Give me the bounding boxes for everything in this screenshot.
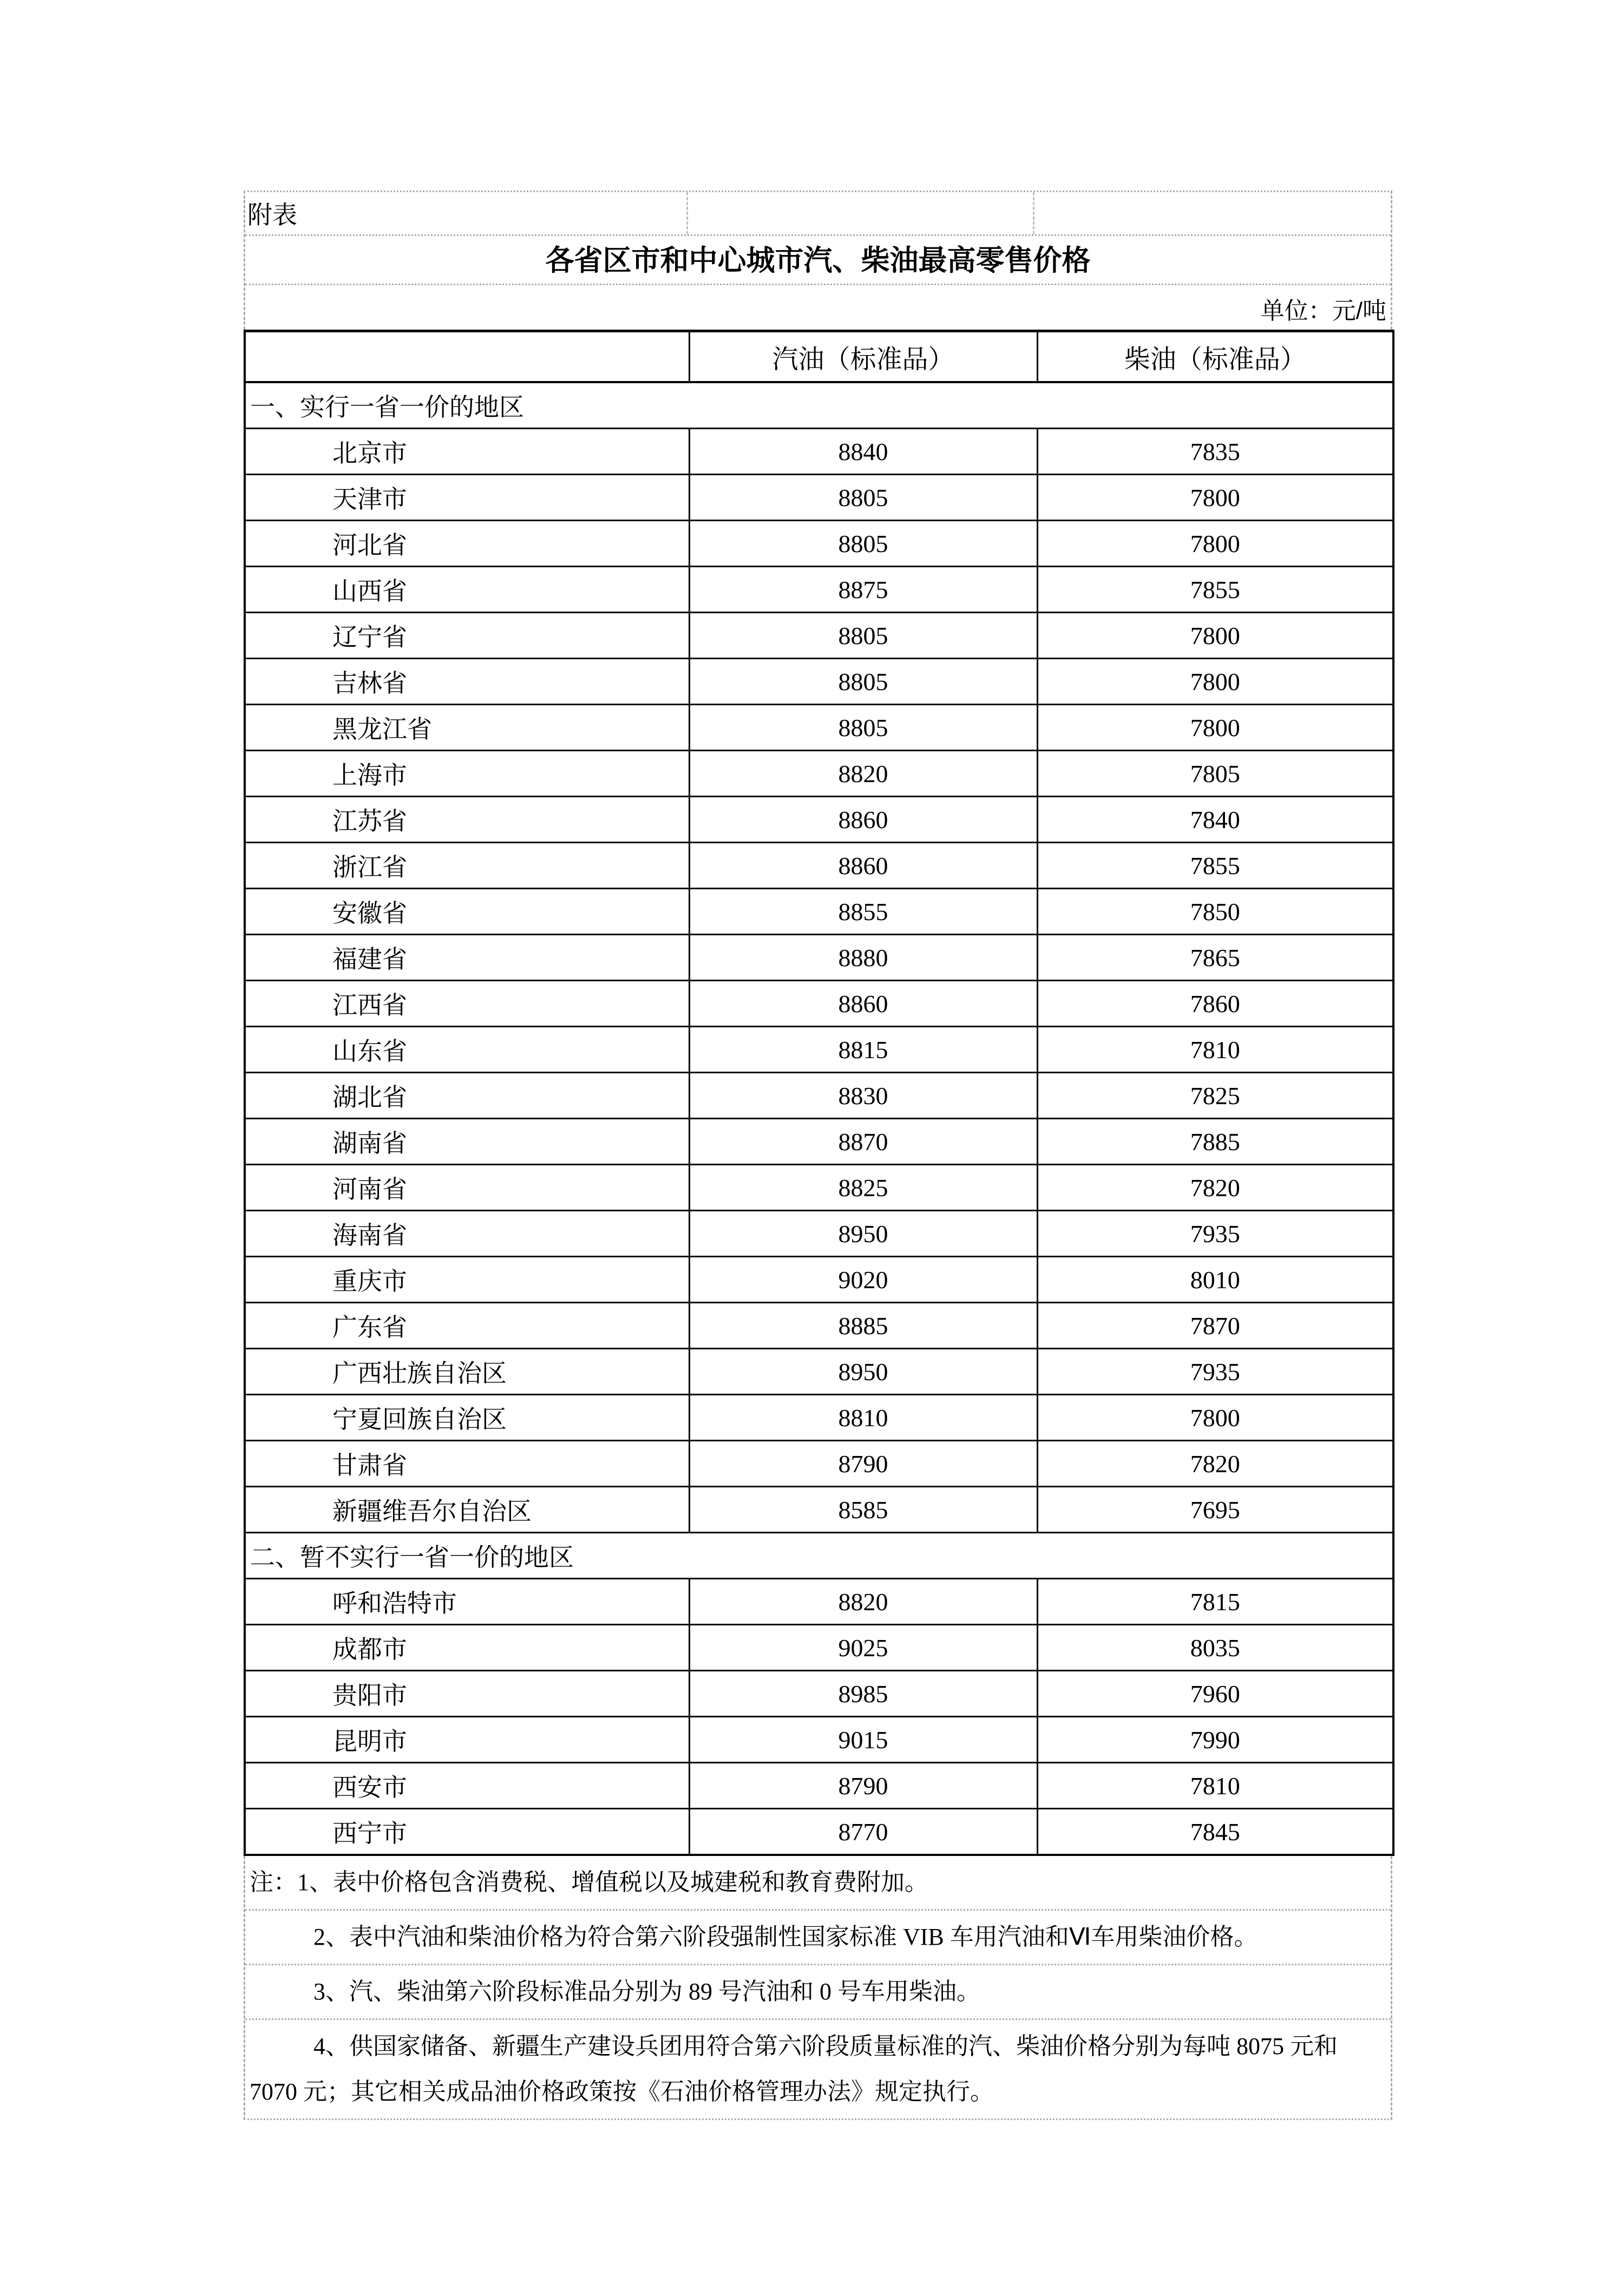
gasoline-column-header: 汽油（标准品） [689,331,1037,383]
diesel-price-cell: 7855 [1037,567,1393,613]
table-row [245,1349,1393,1395]
sheet-label: 附表 [245,192,688,234]
region-cell: 江苏省 [245,797,689,843]
region-cell: 贵阳市 [245,1671,689,1717]
region-cell: 西宁市 [245,1809,689,1855]
region-cell: 湖南省 [245,1119,689,1165]
diesel-price-cell: 7805 [1037,751,1393,797]
table-row [245,1303,1393,1349]
table-row [245,797,1393,843]
region-cell: 西安市 [245,1763,689,1809]
gasoline-price-cell: 8805 [689,659,1037,705]
section-header-row [245,382,1393,429]
region-cell: 吉林省 [245,659,689,705]
gasoline-price-cell: 8830 [689,1073,1037,1119]
table-row [245,981,1393,1027]
gasoline-price-cell: 8860 [689,843,1037,889]
diesel-price-cell: 7990 [1037,1717,1393,1763]
diesel-price-cell: 7800 [1037,705,1393,751]
table-row [245,935,1393,981]
diesel-price-cell: 7800 [1037,1395,1393,1441]
diesel-price-cell: 7935 [1037,1349,1393,1395]
diesel-price-cell: 7800 [1037,613,1393,659]
diesel-price-cell: 7840 [1037,797,1393,843]
region-cell: 天津市 [245,475,689,521]
note-item: 2、表中汽油和柴油价格为符合第六阶段强制性国家标准 VIB 车用汽油和Ⅵ车用柴油价格。 [245,1909,1391,1964]
diesel-price-cell: 7870 [1037,1303,1393,1349]
diesel-price-cell: 7845 [1037,1809,1393,1855]
region-cell: 江西省 [245,981,689,1027]
gasoline-price-cell: 8860 [689,797,1037,843]
region-cell: 呼和浩特市 [245,1579,689,1625]
region-cell: 甘肃省 [245,1441,689,1487]
region-cell: 北京市 [245,429,689,475]
gasoline-price-cell: 8950 [689,1349,1037,1395]
gasoline-price-cell: 8875 [689,567,1037,613]
region-cell: 辽宁省 [245,613,689,659]
column-header-row [245,331,1393,383]
table-row [245,659,1393,705]
region-cell: 浙江省 [245,843,689,889]
diesel-price-cell: 7815 [1037,1579,1393,1625]
gasoline-price-cell: 9025 [689,1625,1037,1671]
note-item: 注：1、表中价格包含消费税、增值税以及城建税和教育费附加。 [250,1869,928,1895]
gasoline-price-cell: 8840 [689,429,1037,475]
diesel-price-cell: 7820 [1037,1441,1393,1487]
gasoline-price-cell: 8585 [689,1487,1037,1533]
region-cell: 湖北省 [245,1073,689,1119]
diesel-price-cell: 7800 [1037,475,1393,521]
diesel-price-cell: 7695 [1037,1487,1393,1533]
diesel-price-cell: 8010 [1037,1257,1393,1303]
region-cell: 上海市 [245,751,689,797]
table-row [245,843,1393,889]
table-row [245,1257,1393,1303]
gasoline-price-cell: 8860 [689,981,1037,1027]
table-row [245,705,1393,751]
gasoline-price-cell: 8805 [689,613,1037,659]
sheet-label-row [245,192,1391,236]
sheet-label-spacer-1 [688,192,1034,234]
diesel-price-cell: 7825 [1037,1073,1393,1119]
region-cell: 广西壮族自治区 [245,1349,689,1395]
sheet-title: 各省区市和中心城市汽、柴油最高零售价格 [245,236,1391,285]
diesel-price-cell: 7850 [1037,889,1393,935]
section-header-row [245,1533,1393,1579]
table-row [245,1073,1393,1119]
table-row [245,1441,1393,1487]
table-row [245,1487,1393,1533]
diesel-price-cell: 7960 [1037,1671,1393,1717]
gasoline-price-cell: 8805 [689,475,1037,521]
region-cell: 安徽省 [245,889,689,935]
gasoline-price-cell: 8820 [689,751,1037,797]
diesel-price-cell: 7835 [1037,429,1393,475]
gasoline-price-cell: 8790 [689,1763,1037,1809]
table-row [245,751,1393,797]
gasoline-price-cell: 8880 [689,935,1037,981]
unit-label: 单位：元/吨 [1260,298,1386,324]
gasoline-price-cell: 8820 [689,1579,1037,1625]
diesel-price-cell: 7810 [1037,1763,1393,1809]
gasoline-price-cell: 8815 [689,1027,1037,1073]
table-row [245,1671,1393,1717]
notes-section [244,1856,1392,2120]
diesel-price-cell: 7865 [1037,935,1393,981]
table-row [245,1579,1393,1625]
region-cell: 福建省 [245,935,689,981]
region-cell: 河北省 [245,521,689,567]
table-row [245,1027,1393,1073]
sheet-head [244,191,1392,330]
section-header: 一、实行一省一价的地区 [245,382,1393,429]
gasoline-price-cell: 8985 [689,1671,1037,1717]
diesel-price-cell: 7860 [1037,981,1393,1027]
note-item: 3、汽、柴油第六阶段标准品分别为 89 号汽油和 0 号车用柴油。 [245,1964,1391,2018]
price-table [244,330,1394,1856]
region-cell: 新疆维吾尔自治区 [245,1487,689,1533]
region-cell: 河南省 [245,1165,689,1211]
price-sheet [244,191,1392,2120]
gasoline-price-cell: 9020 [689,1257,1037,1303]
gasoline-price-cell: 9015 [689,1717,1037,1763]
gasoline-price-cell: 8805 [689,705,1037,751]
table-row [245,1717,1393,1763]
section-header: 二、暂不实行一省一价的地区 [245,1533,1393,1579]
gasoline-price-cell: 8825 [689,1165,1037,1211]
gasoline-price-cell: 8855 [689,889,1037,935]
table-row [245,521,1393,567]
table-row [245,429,1393,475]
region-cell: 成都市 [245,1625,689,1671]
diesel-price-cell: 7935 [1037,1211,1393,1257]
sheet-label-spacer-2 [1034,192,1391,234]
table-row [245,475,1393,521]
table-row [245,1395,1393,1441]
diesel-price-cell: 8035 [1037,1625,1393,1671]
gasoline-price-cell: 8950 [689,1211,1037,1257]
diesel-price-cell: 7800 [1037,521,1393,567]
diesel-price-cell: 7855 [1037,843,1393,889]
region-cell: 山西省 [245,567,689,613]
note-item: 4、供国家储备、新疆生产建设兵团用符合第六阶段质量标准的汽、柴油价格分别为每吨 8075 元和 7070 元；其它相关成品油价格政策按《石油价格管理办法》规定执行。 [245,2018,1391,2118]
region-cell: 黑龙江省 [245,705,689,751]
table-row [245,613,1393,659]
region-cell: 宁夏回族自治区 [245,1395,689,1441]
diesel-column-header: 柴油（标准品） [1037,331,1393,383]
diesel-price-cell: 7800 [1037,659,1393,705]
region-cell: 山东省 [245,1027,689,1073]
diesel-price-cell: 7885 [1037,1119,1393,1165]
table-row [245,1625,1393,1671]
table-row [245,1809,1393,1855]
region-cell: 昆明市 [245,1717,689,1763]
gasoline-price-cell: 8770 [689,1809,1037,1855]
gasoline-price-cell: 8870 [689,1119,1037,1165]
gasoline-price-cell: 8885 [689,1303,1037,1349]
gasoline-price-cell: 8790 [689,1441,1037,1487]
gasoline-price-cell: 8810 [689,1395,1037,1441]
table-row [245,567,1393,613]
table-row [245,1119,1393,1165]
table-row [245,889,1393,935]
region-column-header [245,331,689,383]
table-row [245,1165,1393,1211]
region-cell: 海南省 [245,1211,689,1257]
table-row [245,1211,1393,1257]
gasoline-price-cell: 8805 [689,521,1037,567]
table-row [245,1763,1393,1809]
diesel-price-cell: 7810 [1037,1027,1393,1073]
region-cell: 重庆市 [245,1257,689,1303]
diesel-price-cell: 7820 [1037,1165,1393,1211]
region-cell: 广东省 [245,1303,689,1349]
